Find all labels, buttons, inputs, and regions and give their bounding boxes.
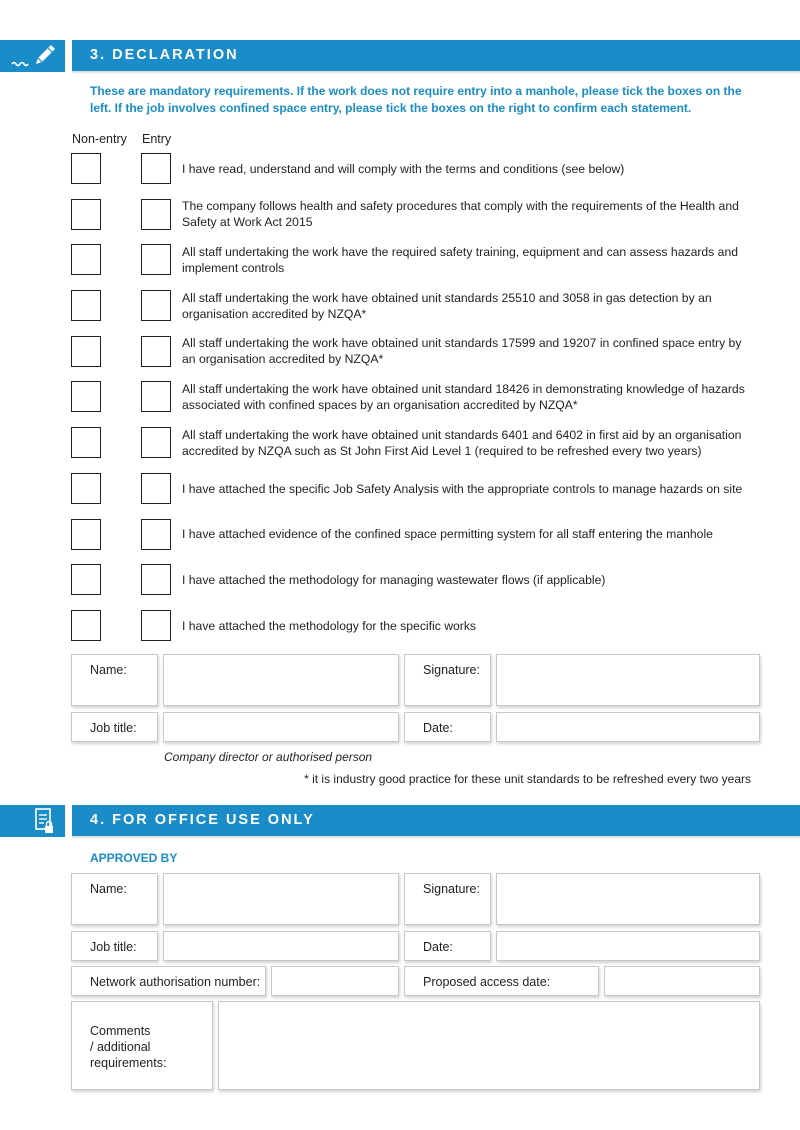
name-label-cell [71, 654, 158, 706]
entry-checkbox-4[interactable] [141, 290, 171, 321]
jobtitle-input[interactable] [163, 712, 399, 742]
column-header-nonentry: Non-entry [72, 132, 127, 146]
date-label: Date: [423, 721, 453, 735]
nonentry-checkbox-2[interactable] [71, 199, 101, 230]
entry-checkbox-8[interactable] [141, 473, 171, 504]
section4-icon-box [0, 805, 65, 837]
jobtitle-label: Job title: [90, 721, 137, 735]
comments-label: Comments / additional requirements: [90, 1024, 167, 1070]
network-number-input[interactable] [271, 966, 399, 996]
signature-label-cell [404, 654, 491, 706]
office-jobtitle-label: Job title: [90, 940, 137, 954]
declaration-statement-1: I have read, understand and will comply with the terms and conditions (see below) [182, 162, 625, 176]
declaration-statement-7: All staff undertaking the work have obtained unit standards 6401 and 6402 in first aid by an organisation accredited by NZQA such as St John First Aid Level 1 (required to be refreshed every two years) [182, 428, 742, 458]
declaration-statement-3: All staff undertaking the work have the required safety training, equipment and can assess hazards and implement controls [182, 245, 738, 275]
name-label: Name: [90, 663, 127, 677]
nonentry-checkbox-11[interactable] [71, 610, 101, 641]
declaration-statement-2: The company follows health and safety procedures that comply with the requirements of the Health and Safety at Work Act 2015 [182, 199, 739, 229]
section4-title: 4. FOR OFFICE USE ONLY [72, 805, 800, 836]
entry-checkbox-5[interactable] [141, 336, 171, 367]
office-signature-label: Signature: [423, 882, 480, 896]
clipboard-lock-icon [0, 805, 65, 837]
nonentry-checkbox-5[interactable] [71, 336, 101, 367]
entry-checkbox-11[interactable] [141, 610, 171, 641]
nonentry-checkbox-8[interactable] [71, 473, 101, 504]
nonentry-checkbox-7[interactable] [71, 427, 101, 458]
nonentry-checkbox-9[interactable] [71, 519, 101, 550]
office-date-label-cell [404, 931, 491, 961]
name-input[interactable] [163, 654, 399, 706]
date-label-cell [404, 712, 491, 742]
approved-by-heading: APPROVED BY [90, 851, 178, 865]
comments-input[interactable] [218, 1001, 760, 1090]
section4-bar-shadow [72, 836, 800, 839]
section3-title: 3. DECLARATION [72, 40, 800, 71]
section3-bar-shadow [72, 71, 800, 74]
declaration-statement-4: All staff undertaking the work have obtained unit standards 25510 and 3058 in gas detection by an organisation accredited by NZQA* [182, 291, 712, 321]
entry-checkbox-3[interactable] [141, 244, 171, 275]
section3-intro: These are mandatory requirements. If the work does not require entry into a manhole, please tick the boxes on the left. If the job involves confined space entry, please tick the boxes on the right to confirm each statement. [90, 84, 742, 115]
nonentry-checkbox-3[interactable] [71, 244, 101, 275]
network-number-label-cell [71, 966, 266, 996]
network-number-label: Network authorisation number: [90, 975, 261, 989]
entry-checkbox-7[interactable] [141, 427, 171, 458]
declaration-statement-5: All staff undertaking the work have obtained unit standards 17599 and 19207 in confined space entry by an organisation accredited by NZQA* [182, 336, 742, 366]
nonentry-checkbox-10[interactable] [71, 564, 101, 595]
declaration-statement-10: I have attached the methodology for managing wastewater flows (if applicable) [182, 573, 606, 587]
pen-icon [0, 40, 65, 72]
nonentry-checkbox-1[interactable] [71, 153, 101, 184]
signer-note: Company director or authorised person [164, 750, 373, 764]
nonentry-checkbox-6[interactable] [71, 381, 101, 412]
entry-checkbox-6[interactable] [141, 381, 171, 412]
column-header-entry: Entry [142, 132, 172, 146]
entry-checkbox-10[interactable] [141, 564, 171, 595]
declaration-statement-6: All staff undertaking the work have obtained unit standard 18426 in demonstrating knowledge of hazards associated with confined spaces by an organisation accredited by NZQA* [182, 382, 745, 412]
declaration-statement-8: I have attached the specific Job Safety Analysis with the appropriate controls to manage hazards on site [182, 482, 743, 496]
office-jobtitle-input[interactable] [163, 931, 399, 961]
comments-label-cell [71, 1001, 213, 1090]
office-jobtitle-label-cell [71, 931, 158, 961]
office-signature-input[interactable] [496, 873, 760, 925]
declaration-statement-11: I have attached the methodology for the specific works [182, 619, 477, 633]
jobtitle-label-cell [71, 712, 158, 742]
signature-label: Signature: [423, 663, 480, 677]
entry-checkbox-1[interactable] [141, 153, 171, 184]
office-name-label: Name: [90, 882, 127, 896]
office-date-label: Date: [423, 940, 453, 954]
office-signature-label-cell [404, 873, 491, 925]
nonentry-checkbox-4[interactable] [71, 290, 101, 321]
declaration-statement-9: I have attached evidence of the confined space permitting system for all staff entering the manhole [182, 527, 713, 541]
proposed-date-label: Proposed access date: [423, 975, 551, 989]
date-input[interactable] [496, 712, 760, 742]
footnote: * it is industry good practice for these unit standards to be refreshed every two years [304, 772, 751, 786]
proposed-date-label-cell [404, 966, 599, 996]
entry-checkbox-9[interactable] [141, 519, 171, 550]
office-name-label-cell [71, 873, 158, 925]
office-date-input[interactable] [496, 931, 760, 961]
entry-checkbox-2[interactable] [141, 199, 171, 230]
signature-input[interactable] [496, 654, 760, 706]
office-name-input[interactable] [163, 873, 399, 925]
section3-icon-box [0, 40, 65, 72]
proposed-date-input[interactable] [604, 966, 760, 996]
